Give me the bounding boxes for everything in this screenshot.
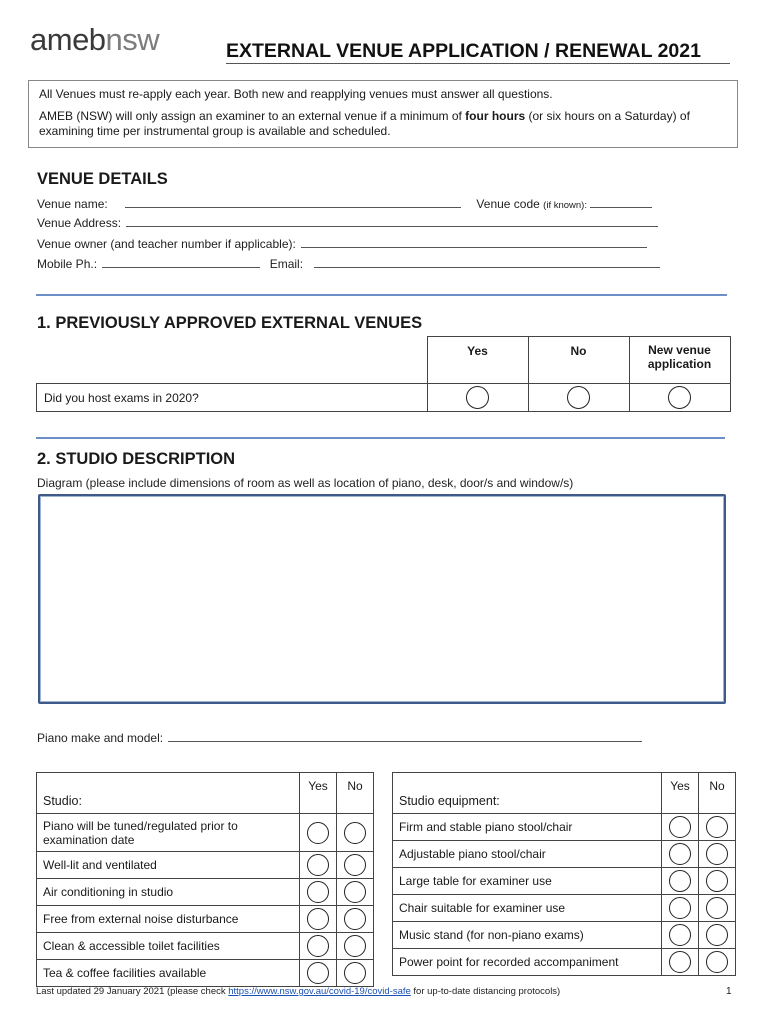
equipment-no-cell <box>699 814 736 841</box>
hosted-2020-yes-cell <box>427 384 528 412</box>
venue-name-row <box>37 196 652 211</box>
venue-code-label: Venue code <box>476 197 540 211</box>
email-field[interactable] <box>314 256 660 268</box>
equipment-no-header: No <box>699 773 736 814</box>
equipment-yes-radio[interactable] <box>669 897 691 919</box>
equipment-yes-radio[interactable] <box>669 816 691 838</box>
equipment-no-radio[interactable] <box>706 924 728 946</box>
studio-yes-cell <box>300 814 337 852</box>
venue-address-label: Venue Address: <box>37 216 122 230</box>
equipment-item-label: Firm and stable piano stool/chair <box>393 814 662 841</box>
venue-name-label: Venue name: <box>37 197 108 211</box>
studio-row <box>37 879 374 906</box>
equipment-item-label: Chair suitable for examiner use <box>393 895 662 922</box>
studio-item-label: Free from external noise disturbance <box>37 906 300 933</box>
equipment-yes-cell <box>662 922 699 949</box>
equipment-no-radio[interactable] <box>706 897 728 919</box>
mobile-label: Mobile Ph.: <box>37 257 98 271</box>
col-no: No <box>528 337 629 384</box>
title-underline <box>226 63 730 64</box>
equipment-yes-cell <box>662 814 699 841</box>
notice-bold-hours: four hours <box>465 109 526 123</box>
equipment-no-cell <box>699 841 736 868</box>
notice-line-2a: AMEB (NSW) will only assign an examiner to an external venue if a minimum of <box>39 109 466 123</box>
hosted-2020-question: Did you host exams in 2020? <box>37 384 428 412</box>
studio-no-cell <box>337 814 374 852</box>
studio-no-cell <box>337 852 374 879</box>
equipment-table <box>392 772 736 976</box>
venue-code-note: (if known): <box>543 200 587 211</box>
equipment-yes-cell <box>662 841 699 868</box>
studio-yes-radio[interactable] <box>307 962 329 984</box>
studio-no-radio[interactable] <box>344 908 366 930</box>
piano-label: Piano make and model: <box>37 731 164 745</box>
section1-heading: 1. PREVIOUSLY APPROVED EXTERNAL VENUES <box>37 314 423 332</box>
studio-header: Studio: <box>37 773 300 814</box>
studio-yes-radio[interactable] <box>307 854 329 876</box>
equipment-row <box>393 949 736 976</box>
equipment-item-label: Music stand (for non-piano exams) <box>393 922 662 949</box>
hosted-2020-new-radio[interactable] <box>668 386 691 409</box>
covid-safe-link[interactable]: https://www.nsw.gov.au/covid-19/covid-safe <box>228 986 411 997</box>
section2-heading: 2. STUDIO DESCRIPTION <box>37 450 236 468</box>
studio-yes-cell <box>300 933 337 960</box>
studio-table <box>36 772 374 987</box>
document-title: EXTERNAL VENUE APPLICATION / RENEWAL 2021 <box>226 40 701 62</box>
notice-box <box>28 80 738 148</box>
section-divider-1 <box>36 294 727 296</box>
studio-item-label: Well-lit and ventilated <box>37 852 300 879</box>
equipment-yes-radio[interactable] <box>669 843 691 865</box>
studio-yes-cell <box>300 906 337 933</box>
studio-row <box>37 814 374 852</box>
section-divider-2 <box>36 437 725 439</box>
equipment-yes-radio[interactable] <box>669 870 691 892</box>
equipment-no-radio[interactable] <box>706 951 728 973</box>
equipment-no-cell <box>699 949 736 976</box>
mobile-field[interactable] <box>102 256 260 268</box>
equipment-row <box>393 895 736 922</box>
col-new-venue: New venue application <box>629 337 730 384</box>
studio-yes-header: Yes <box>300 773 337 814</box>
studio-no-radio[interactable] <box>344 935 366 957</box>
notice-line-2 <box>39 109 727 139</box>
studio-row <box>37 933 374 960</box>
logo-text-bold: ameb <box>30 22 106 57</box>
equipment-no-radio[interactable] <box>706 843 728 865</box>
equipment-item-label: Large table for examiner use <box>393 868 662 895</box>
table-corner-cell <box>37 337 428 384</box>
studio-diagram-box[interactable] <box>38 494 726 704</box>
equipment-yes-header: Yes <box>662 773 699 814</box>
equipment-header: Studio equipment: <box>393 773 662 814</box>
equipment-yes-cell <box>662 868 699 895</box>
venue-owner-label: Venue owner (and teacher number if applicable): <box>37 237 296 251</box>
page-number: 1 <box>726 986 732 997</box>
studio-no-header: No <box>337 773 374 814</box>
previous-venues-table <box>36 336 731 412</box>
hosted-2020-yes-radio[interactable] <box>466 386 489 409</box>
studio-item-label: Air conditioning in studio <box>37 879 300 906</box>
studio-no-cell <box>337 879 374 906</box>
equipment-no-radio[interactable] <box>706 870 728 892</box>
equipment-row <box>393 868 736 895</box>
studio-item-label: Tea & coffee facilities available <box>37 960 300 987</box>
studio-yes-radio[interactable] <box>307 881 329 903</box>
piano-field[interactable] <box>168 730 642 742</box>
studio-no-radio[interactable] <box>344 881 366 903</box>
logo-text-light: nsw <box>105 22 160 57</box>
equipment-row <box>393 841 736 868</box>
venue-details-heading: VENUE DETAILS <box>37 170 168 188</box>
piano-row <box>37 730 642 745</box>
venue-owner-field[interactable] <box>301 236 647 248</box>
studio-item-label: Clean & accessible toilet facilities <box>37 933 300 960</box>
studio-row <box>37 906 374 933</box>
studio-yes-cell <box>300 879 337 906</box>
notice-line-2b: (or six hours on a Saturday) of examining time per instrumental group is available and scheduled. <box>39 109 690 138</box>
contact-row <box>37 256 660 271</box>
equipment-row <box>393 814 736 841</box>
equipment-yes-cell <box>662 895 699 922</box>
studio-no-radio[interactable] <box>344 854 366 876</box>
studio-yes-cell <box>300 852 337 879</box>
studio-no-cell <box>337 960 374 987</box>
equipment-yes-radio[interactable] <box>669 924 691 946</box>
email-label: Email: <box>269 257 304 271</box>
studio-no-radio[interactable] <box>344 962 366 984</box>
equipment-item-label: Adjustable piano stool/chair <box>393 841 662 868</box>
equipment-no-cell <box>699 895 736 922</box>
equipment-item-label: Power point for recorded accompaniment <box>393 949 662 976</box>
ameb-nsw-logo <box>30 22 159 58</box>
studio-no-radio[interactable] <box>344 822 366 844</box>
hosted-2020-new-cell <box>629 384 730 412</box>
studio-no-cell <box>337 933 374 960</box>
studio-yes-radio[interactable] <box>307 908 329 930</box>
venue-owner-row <box>37 236 647 251</box>
venue-code-field[interactable] <box>590 196 652 208</box>
studio-yes-radio[interactable] <box>307 822 329 844</box>
studio-yes-radio[interactable] <box>307 935 329 957</box>
studio-no-cell <box>337 906 374 933</box>
hosted-2020-no-radio[interactable] <box>567 386 590 409</box>
diagram-label: Diagram (please include dimensions of room as well as location of piano, desk, door/s and window/s) <box>37 476 574 490</box>
notice-line-1: All Venues must re-apply each year. Both new and reapplying venues must answer all questions. <box>39 87 553 101</box>
footer-note <box>36 986 560 997</box>
studio-row <box>37 960 374 987</box>
equipment-yes-cell <box>662 949 699 976</box>
col-yes: Yes <box>427 337 528 384</box>
footer-text-b: for up-to-date distancing protocols) <box>410 986 561 997</box>
hosted-2020-no-cell <box>528 384 629 412</box>
equipment-no-radio[interactable] <box>706 816 728 838</box>
studio-row <box>37 852 374 879</box>
equipment-yes-radio[interactable] <box>669 951 691 973</box>
footer-text-a: Last updated 29 January 2021 (please check <box>36 986 229 997</box>
equipment-no-cell <box>699 868 736 895</box>
venue-address-field[interactable] <box>126 215 658 227</box>
equipment-no-cell <box>699 922 736 949</box>
studio-item-label: Piano will be tuned/regulated prior to examination date <box>37 814 300 852</box>
venue-name-field[interactable] <box>125 196 461 208</box>
equipment-row <box>393 922 736 949</box>
venue-address-row <box>37 215 658 230</box>
studio-yes-cell <box>300 960 337 987</box>
